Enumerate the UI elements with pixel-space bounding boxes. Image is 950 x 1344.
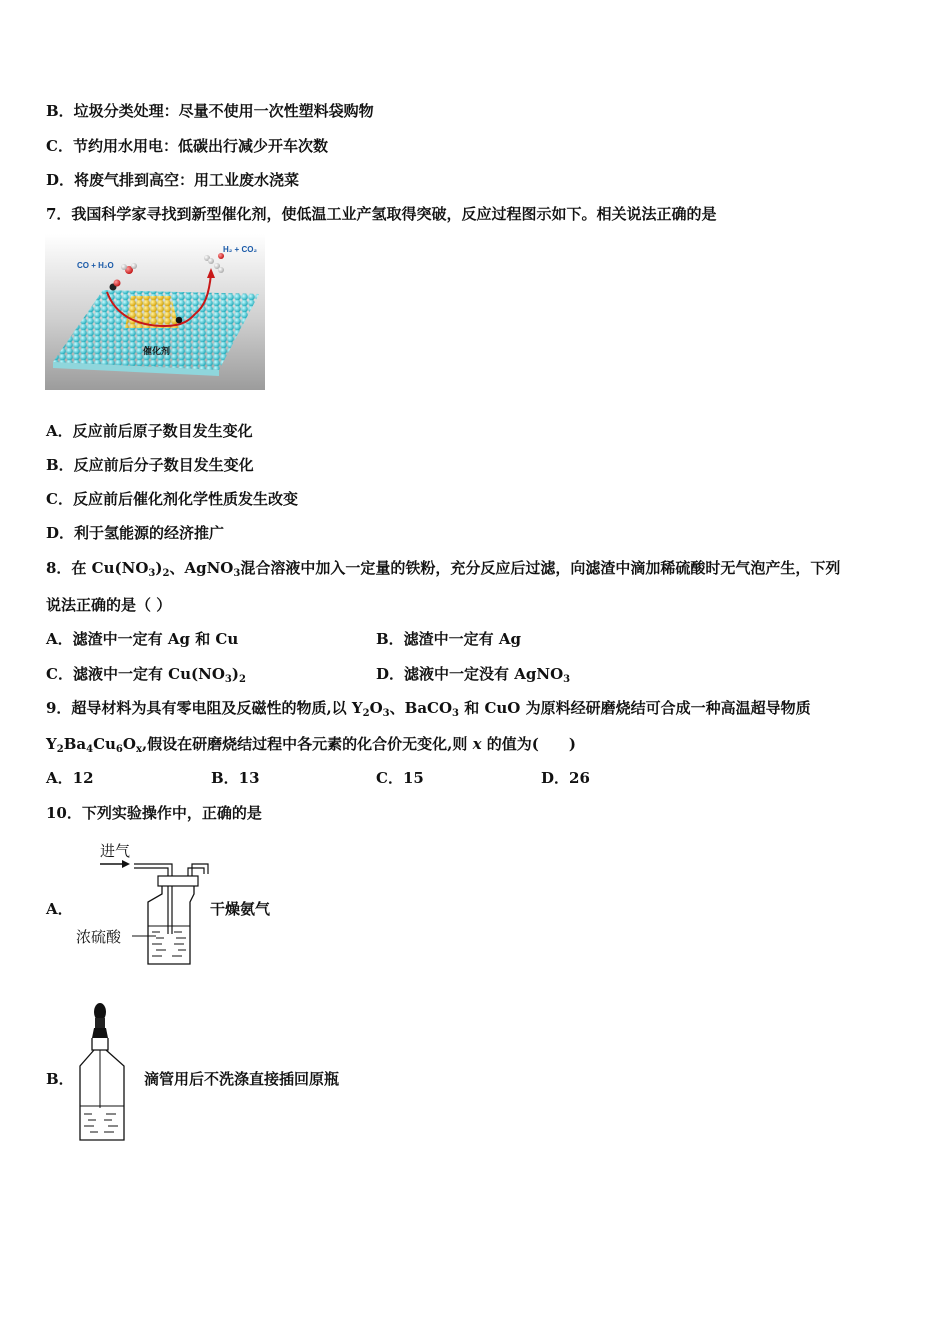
q10-option-a-text: 干燥氨气 — [210, 900, 271, 918]
q10-option-b-label: B． — [46, 1070, 74, 1088]
q9-option-c: C．15 — [376, 769, 424, 787]
gas-inlet-label: 进气 — [100, 842, 131, 860]
gold-cluster — [125, 296, 179, 328]
q8-option-a: A．滤渣中一定有 Ag 和 Cu — [46, 630, 239, 648]
bottle-stopper — [158, 876, 198, 886]
dropper-bottle-figure — [74, 998, 130, 1144]
q8-stem: 8．在 $Cu(NO_3)_2$、AgNO$_3$混合溶液中加入一定量的铁粉，充分反应后过滤，向滤渣中滴加稀硫酸时无气泡产生，下列 — [46, 559, 841, 579]
q7-option-c: C．反应前后催化剂化学性质发生改变 — [46, 490, 298, 508]
q9-option-b: B．13 — [211, 769, 260, 787]
products-label: H₂ + CO₂ — [223, 245, 258, 254]
reactants-label: CO + H₂O — [77, 261, 114, 270]
q9-stem-line2: $Y_2Ba_4Cu_6O_x$,假设在研磨烧结过程中各元素的化合价无变化,则 x 的值为( ) — [46, 735, 576, 755]
bottle-body — [148, 886, 194, 964]
q7-option-d: D．利于氢能源的经济推广 — [46, 524, 225, 542]
q8-option-d: D．滤液中一定没有 AgNO$_3$ — [376, 665, 571, 685]
q9-option-a: A．12 — [46, 769, 94, 787]
q10-option-b-text: 滴管用后不洗涤直接插回原瓶 — [144, 1070, 340, 1088]
q7-stem: 7．我国科学家寻找到新型催化剂，使低温工业产氢取得突破，反应过程图示如下。相关说法正确的是 — [46, 205, 717, 223]
q7-option-b: B．反应前后分子数目发生变化 — [46, 456, 254, 474]
q8-stem-line2: 说法正确的是（ ） — [46, 596, 172, 614]
catalyst-label: 催化剂 — [143, 347, 171, 357]
q9-option-d: D．26 — [541, 769, 590, 787]
arrow-right-icon — [122, 860, 130, 868]
q6-option-c: C．节约用水用电：低碳出行减少开车次数 — [46, 137, 328, 155]
q6-option-b: B．垃圾分类处理：尽量不使用一次性塑料袋购物 — [46, 102, 374, 120]
q9-stem: 9．超导材料为具有零电阻及反磁性的物质,以 $Y_2O_3$、BaCO$_3$ 和 CuO 为原料经研磨烧结可合成一种高温超导物质 — [46, 699, 811, 719]
catalyst-reaction-figure — [45, 234, 265, 390]
q10-option-a-label: A． — [46, 900, 73, 918]
acid-label: 浓硫酸 — [76, 928, 122, 946]
q10-stem: 10．下列实验操作中，正确的是 — [46, 804, 262, 822]
q8-option-b: B．滤渣中一定有 Ag — [376, 630, 522, 648]
q8-option-c: C．滤液中一定有 $Cu(NO_3)_2$ — [46, 665, 246, 685]
q7-option-a: A．反应前后原子数目发生变化 — [46, 422, 253, 440]
q6-option-d: D．将废气排到高空：用工业废水浇菜 — [46, 171, 300, 189]
oxygen-atom — [114, 280, 121, 287]
gas-washing-bottle-figure — [74, 838, 214, 970]
